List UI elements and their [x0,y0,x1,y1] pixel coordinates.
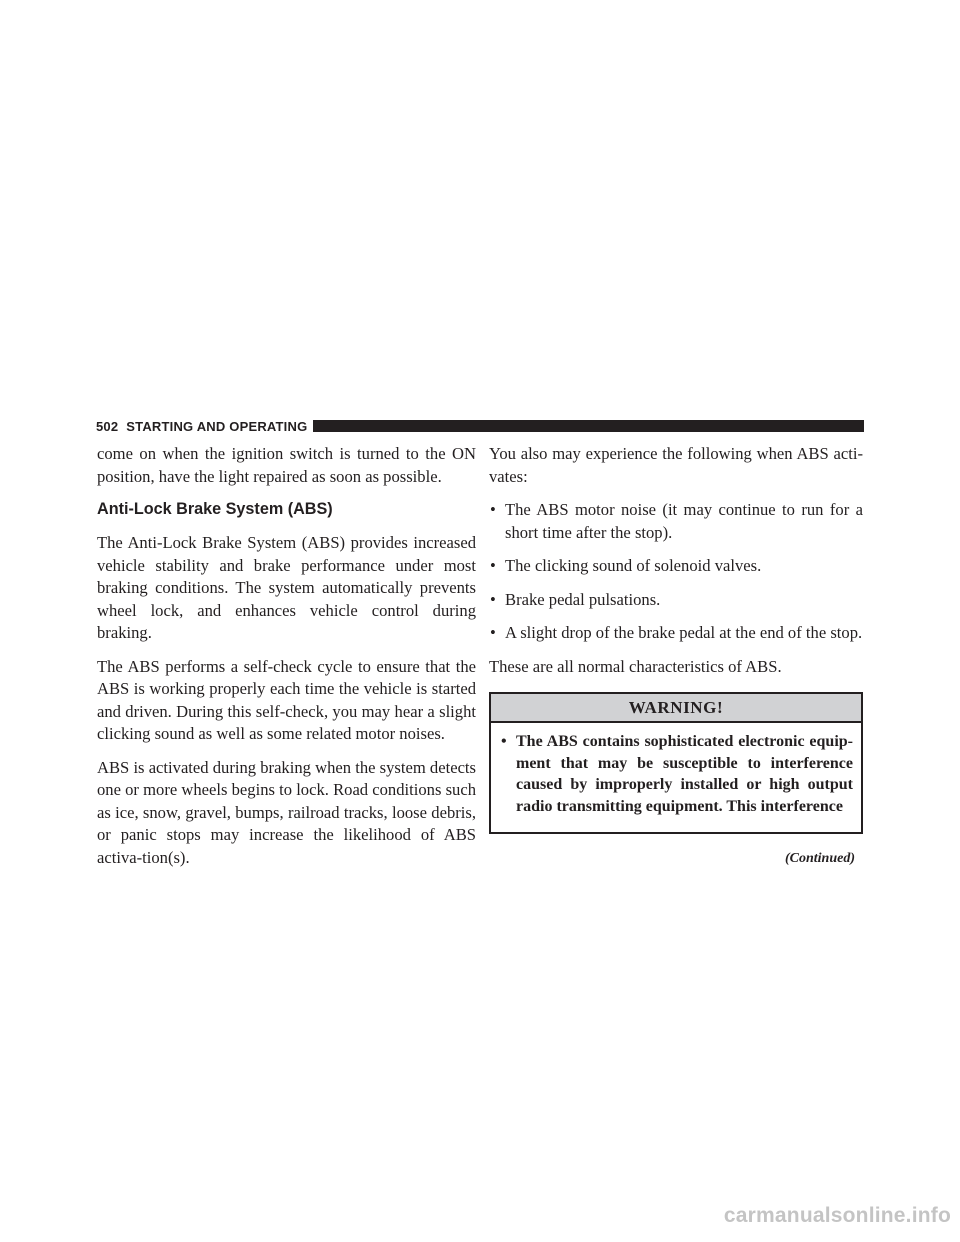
warning-list [500,731,853,817]
closing-paragraph: These are all normal characteristics of ABS. [489,656,782,676]
body-paragraph: The ABS performs a self-check cycle to ensure that the ABS is working properly each time the vehicle is started and driven. During this self-check, you may hear a slight clicking sound as well as some related motor noises. [97,656,476,743]
list-item [489,589,863,612]
section-heading: Anti-Lock Brake System (ABS) [97,500,333,518]
warning-title: WARNING! [491,694,861,723]
body-paragraph: The Anti-Lock Brake System (ABS) provides increased vehicle stability and brake performance under most braking conditions. The system automatically prevents wheel lock, and enhances vehicle control during braking. [97,533,476,642]
bullet-icon: • [501,733,507,750]
list-item-text: The ABS motor noise (it may continue to run for a short time after the stop). [505,500,863,542]
watermark-text: carmanualsonline.info [723,1204,951,1227]
right-column [489,443,863,871]
bullet-icon: • [490,589,496,609]
intro-paragraph: come on when the ignition switch is turned to the ON position, have the light repaired as soon as possible. [97,444,476,486]
list-item-text: Brake pedal pulsations. [505,589,661,609]
list-item-text: The clicking sound of solenoid valves. [505,556,762,575]
list-item [489,499,863,544]
bullet-icon: • [490,623,496,642]
continued-label: (Continued) [784,851,855,866]
list-item [489,555,863,578]
body-paragraph: ABS is activated during braking when the system detects one or more wheels begins to lock. Road conditions such as ice, snow, gravel, bumps, railroad tracks, loose debris, or panic stops may increase the likelihood of ABS activa-tion(s). [97,757,476,867]
warning-item-text: The ABS contains sophisticated electronic equip-ment that may be susceptible to interference caused by improperly installed or high output radio transmitting equipment. This interference [516,733,853,815]
running-header [96,419,864,433]
intro-paragraph: You also may experience the following when ABS acti-vates: [489,444,863,486]
bullet-icon: • [490,500,496,519]
list-item [489,622,863,645]
bullet-icon: • [490,556,496,575]
left-column [97,443,476,869]
symptom-list [489,499,863,645]
warning-item [500,731,853,817]
warning-box [489,692,863,834]
section-title: STARTING AND OPERATING [126,418,308,434]
warning-body [491,723,861,832]
page-number: 502 [96,418,119,434]
list-item-text: A slight drop of the brake pedal at the end of the stop. [505,623,863,642]
header-rule [313,420,864,432]
